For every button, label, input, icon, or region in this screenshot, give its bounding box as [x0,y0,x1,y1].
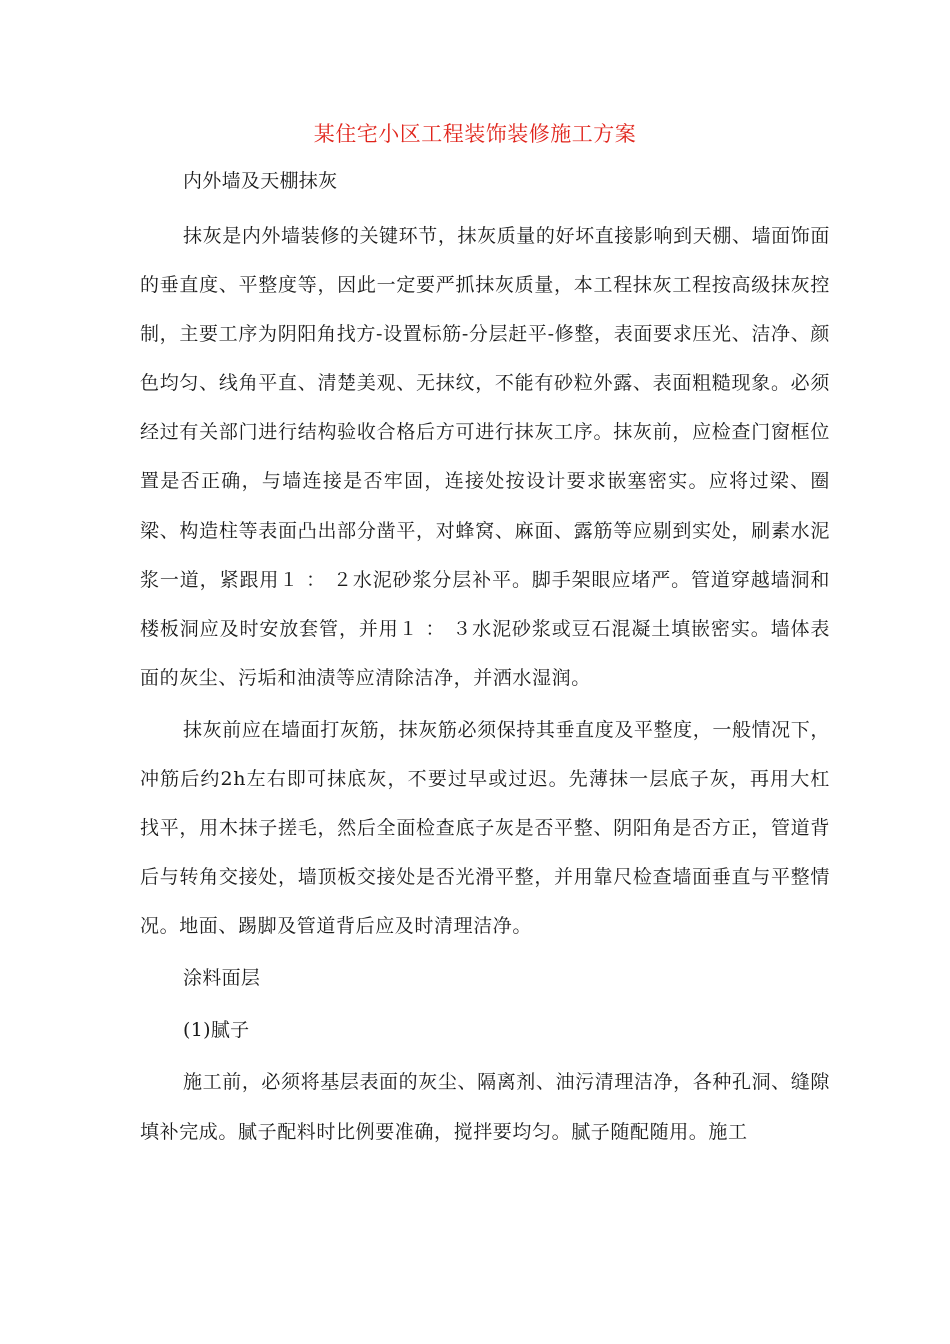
section-heading-coating: 涂料面层 [183,967,261,990]
document-body [140,157,830,1157]
paragraph-putty: 施工前，必须将基层表面的灰尘、隔离剂、油污清理洁净，各种孔洞、缝隙填补完成。腻子配料时比例要准确，搅拌要均匀。腻子随配随用。施工 [140,1071,830,1143]
section-heading-plastering: 内外墙及天棚抹灰 [183,170,338,192]
subsection-heading-putty: (1)腻子 [183,1019,250,1042]
document-title: 某住宅小区工程装饰装修施工方案 [313,122,637,146]
paragraph-plastering-requirements: 抹灰是内外墙装修的关键环节，抹灰质量的好坏直接影响到天棚、墙面饰面的垂直度、平整度等，因此一定要严抓抹灰质量，本工程抹灰工程按高级抹灰控制，主要工序为阴阳角找方-设置标筋-分层赶平-修整，表面要求压光、洁净、颜色均匀、线角平直、清楚美观、无抹纹，不能有砂粒外露、表面粗糙现象。必须经过有关部门进行结构验收合格后方可进行抹灰工序。抹灰前，应检查门窗框位置是否正确，与墙连接是否牢固，连接处按设计要求嵌塞密实。应将过梁、圈梁、构造柱等表面凸出部分凿平，对蜂窝、麻面、露筋等应剔到实处，刷素水泥浆一道，紧跟用１ ： ２水泥砂浆分层补平。脚手架眼应堵严。管道穿越墙洞和楼板洞应及时安放套管，并用１ ： ３水泥砂浆或豆石混凝土填嵌密实。墙体表面的灰尘、污垢和油渍等应清除洁净，并洒水湿润。 [140,225,830,689]
paragraph-plastering-procedure: 抹灰前应在墙面打灰筋，抹灰筋必须保持其垂直度及平整度，一般情况下，冲筋后约2h左右即可抹底灰，不要过早或过迟。先薄抹一层底子灰，再用大杠找平，用木抹子搓毛，然后全面检查底子灰是否平整、阴阳角是否方正，管道背后与转角交接处，墙顶板交接处是否光滑平整，并用靠尺检查墙面垂直与平整情况。地面、踢脚及管道背后应及时清理洁净。 [140,718,830,938]
